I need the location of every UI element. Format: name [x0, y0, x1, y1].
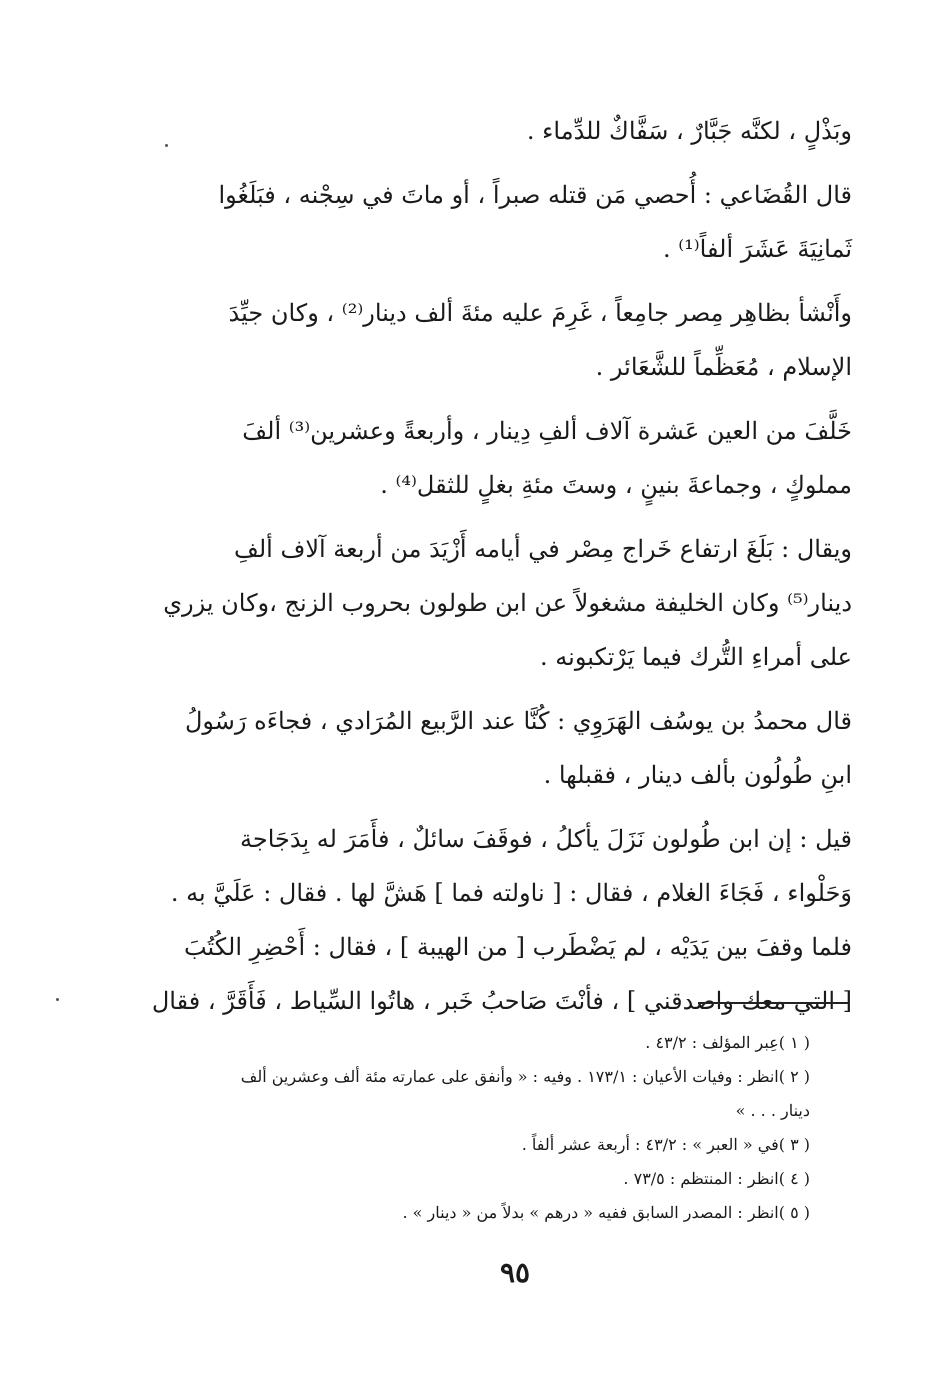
footnote-3: ( ٣ )في « العبر » : ٤٣/٢ : أربعة عشر ألفاً .: [521, 1135, 810, 1154]
text-line: مملوكٍ ، وجماعةَ بنينٍ ، وستَ مئةِ بغلٍ للثقل⁽⁴⁾ .: [380, 471, 852, 499]
footnotes: [180, 1026, 810, 1230]
footnote-divider: [698, 1002, 848, 1004]
footnote-2-continuation: دينار . . . »: [735, 1101, 810, 1120]
text-line: فلما وقفَ بين يَدَيْه ، لم يَضْطَرب [ من الهيبة ] ، فقال : أَحْضِرِ الكُتُبَ: [183, 933, 852, 961]
text-line: خَلَّفَ من العين عَشرة آلاف ألفِ دِينار ، وأربعةً وعشرين⁽³⁾ ألفَ: [242, 417, 852, 445]
text-line: وبَذْلٍ ، لكنَّه جَبَّارٌ ، سَفَّاكٌ للدِّماء .: [526, 117, 852, 145]
scan-speck: [56, 998, 59, 1001]
footnote-1: ( ١ )عِبر المؤلف : ٤٣/٢ .: [645, 1033, 810, 1052]
text-line: قال القُضَاعي : أُحصي مَن قتله صبراً ، أو ماتَ في سِجْنه ، فبَلَغُوا: [218, 181, 852, 209]
paragraph-4: [192, 404, 852, 512]
paragraph-6: [184, 694, 852, 802]
text-line: ابنِ طُولُون بألف دينار ، فقبلها .: [543, 761, 852, 789]
footnote-2: ( ٢ )انظر : وفيات الأعيان : ١٧٣/١ . وفيه : « وأنفق على عمارته مئة ألف وعشرين ألف: [240, 1067, 810, 1086]
text-line: [ التي معك واصدقني ] ، فأنْتَ صَاحبُ خَبر ، هاتُوا السِّياط ، فَأَقَرَّ ، فقال: [151, 987, 852, 1015]
text-line: ويقال : بَلَغَ ارتفاع خَراج مِصْر في أيامه أَزْيَدَ من أربعة آلاف ألفِ: [233, 535, 852, 563]
text-line: قيل : إن ابن طُولون نَزَلَ يأكلُ ، فوقَفَ سائلٌ ، فأَمَرَ له بِدَجَاجة: [240, 825, 852, 853]
paragraph-7: [151, 812, 852, 1028]
text-line: وَحَلْواء ، فَجَاءَ الغلام ، فقال : [ ناولته فما ] هَشَّ لها . فقال : عَلَيَّ به .: [170, 879, 852, 907]
main-text: [151, 104, 852, 1038]
text-line: دينار⁽⁵⁾ وكان الخليفة مشغولاً عن ابن طولون بحروب الزنج ،وكان يزري: [163, 589, 852, 617]
paragraph-2: [192, 168, 852, 276]
page-number: ٩٥: [499, 1256, 531, 1289]
paragraph-1: [192, 104, 852, 158]
text-line: وأَنْشأ بظاهِر مِصر جامِعاً ، غَرِمَ عليه مئةَ ألف دينار⁽²⁾ ، وكان جيِّدَ: [228, 299, 852, 327]
footnote-4: ( ٤ )انظر : المنتظم : ٧٣/٥ .: [623, 1169, 810, 1188]
scan-speck: [165, 144, 168, 147]
paragraph-3: [192, 286, 852, 394]
footnote-5: ( ٥ )انظر : المصدر السابق ففيه « درهم » بدلاً من « دينار » .: [402, 1203, 810, 1222]
paragraph-5: [163, 522, 852, 684]
text-line: قال محمدُ بن يوسُف الهَرَوِي : كُنَّا عند الرَّبيع المُرَادي ، فجاءَه رَسُولُ: [184, 707, 852, 735]
text-line: الإسلام ، مُعَظِّماً للشَّعَائر .: [595, 353, 852, 381]
text-line: ثَمانِيَةَ عَشَرَ ألفاً⁽¹⁾ .: [663, 235, 852, 263]
text-line: على أمراءِ التُّرك فيما يَرْتكبونه .: [540, 643, 852, 671]
